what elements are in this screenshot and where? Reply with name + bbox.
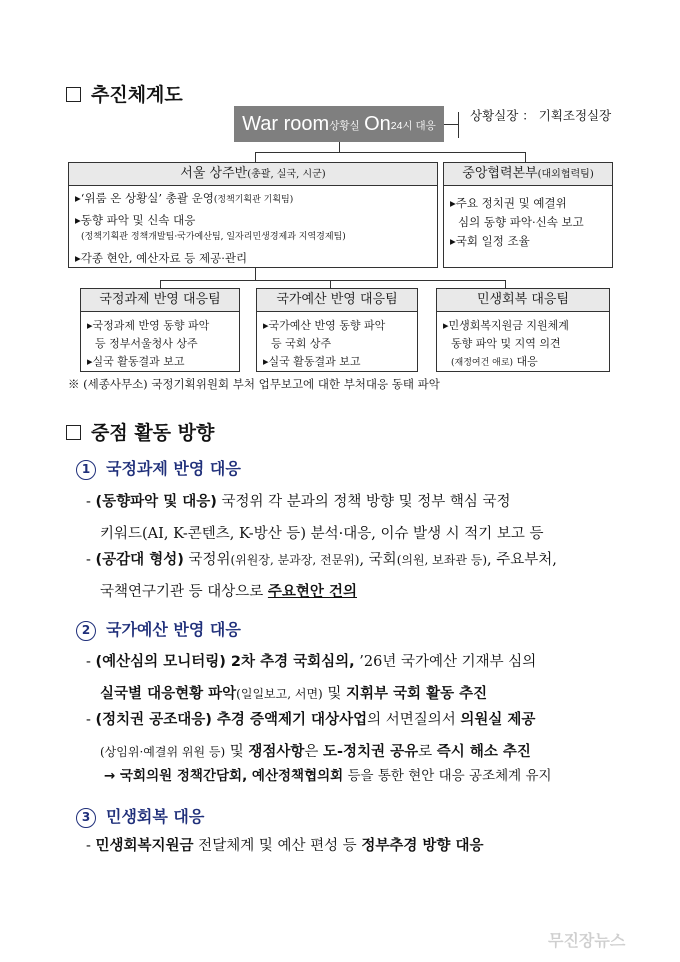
section-title-focus: 중점 활동 방향 (66, 418, 214, 445)
team-box-national-agenda: 국정과제 반영 대응팀 ▸국정과제 반영 동향 파악 등 정부서울청사 상주 ▸실국 활동결과 보고 (80, 288, 240, 372)
item-title-1: 1 국정과제 반영 대응 (76, 456, 241, 480)
team-title: 국정과제 반영 대응팀 (81, 289, 239, 312)
watermark-logo: 무진장뉴스 (548, 931, 626, 950)
section-title-structure: 추진체계도 (66, 80, 183, 107)
item-title-3: 3 민생회복 대응 (76, 804, 204, 828)
square-bullet-icon (66, 425, 81, 440)
situation-chief-label: 상황실장 ： 기획조정실장 (470, 108, 612, 123)
seoul-team-title: 서울 상주반(총괄, 실국, 시군) (69, 163, 437, 186)
war-room-label: War room (242, 113, 330, 135)
circle-number-icon: 2 (76, 621, 96, 641)
item2-paragraph3: → 국회의원 정책간담회, 예산정책협의회 등을 통한 현안 대응 공조체계 유지 (104, 768, 552, 784)
item-title-2: 2 국가예산 반영 대응 (76, 617, 241, 641)
team-box-livelihood: 민생회복 대응팀 ▸민생회복지원금 지원체계 동향 파악 및 지역 의견 (재정여건 애로) 대응 (436, 288, 610, 372)
bracket (458, 112, 459, 138)
central-cooperation-box: 중앙협력본부(대외협력팀) ▸주요 정치권 및 예결위 심의 동향 파악·신속 보고 ▸국회 일정 조율 (443, 162, 613, 268)
central-cooperation-title: 중앙협력본부(대외협력팀) (444, 163, 612, 186)
square-bullet-icon (66, 87, 81, 102)
item3-paragraph1: - 민생회복지원금 전달체계 및 예산 편성 등 정부추경 방향 대응 (86, 838, 484, 854)
team-title: 민생회복 대응팀 (437, 289, 609, 312)
team-title: 국가예산 반영 대응팀 (257, 289, 417, 312)
item1-paragraph1: - (동향파악 및 대응) 국정위 각 분과의 정책 방향 및 정부 핵심 국정 키워드(AI, K-콘텐츠, K-방산 등) 분석·대응, 이슈 발생 시 적기 보고 등 (86, 494, 544, 542)
connector (444, 124, 458, 125)
item2-paragraph1: - (예산심의 모니터링) 2차 추경 국회심의, ’26년 국가예산 기재부 심의 실국별 대응현황 파악(일일보고, 서면) 및 지휘부 국회 활동 추진 (86, 654, 537, 702)
footnote: ※ (세종사무소) 국정기획위원회 부처 업무보고에 대한 부처대응 동태 파악 (68, 377, 440, 391)
circle-number-icon: 1 (76, 460, 96, 480)
item2-paragraph2: - (정치권 공조대응) 추경 증액제기 대상사업의 서면질의서 의원실 제공 (상임위·예결위 위원 등) 및 쟁점사항은 도-정치권 공유로 즉시 해소 추진 (86, 712, 536, 760)
seoul-team-box: 서울 상주반(총괄, 실국, 시군) ▸‘위룸 온 상황실’ 총괄 운영(정책기획관 기획팀) ▸동향 파악 및 신속 대응 (정책기획관 정책개발팀·국가예산팀, 일자리민생경제과 지역경제팀) ▸각종 현안, 예산자료 등 제공·관리 (68, 162, 438, 268)
item1-paragraph2: - (공감대 형성) 국정위(위원장, 분과장, 전문위), 국회(의원, 보좌관 등), 주요부처, 국책연구기관 등 대상으로 주요현안 건의 (86, 552, 557, 600)
war-room-box: War room$^{상황실}$ $On^{24시 대응}$ (234, 106, 444, 142)
team-box-national-budget: 국가예산 반영 대응팀 ▸국가예산 반영 동향 파악 등 국회 상주 ▸실국 활동결과 보고 (256, 288, 418, 372)
circle-number-icon: 3 (76, 808, 96, 828)
